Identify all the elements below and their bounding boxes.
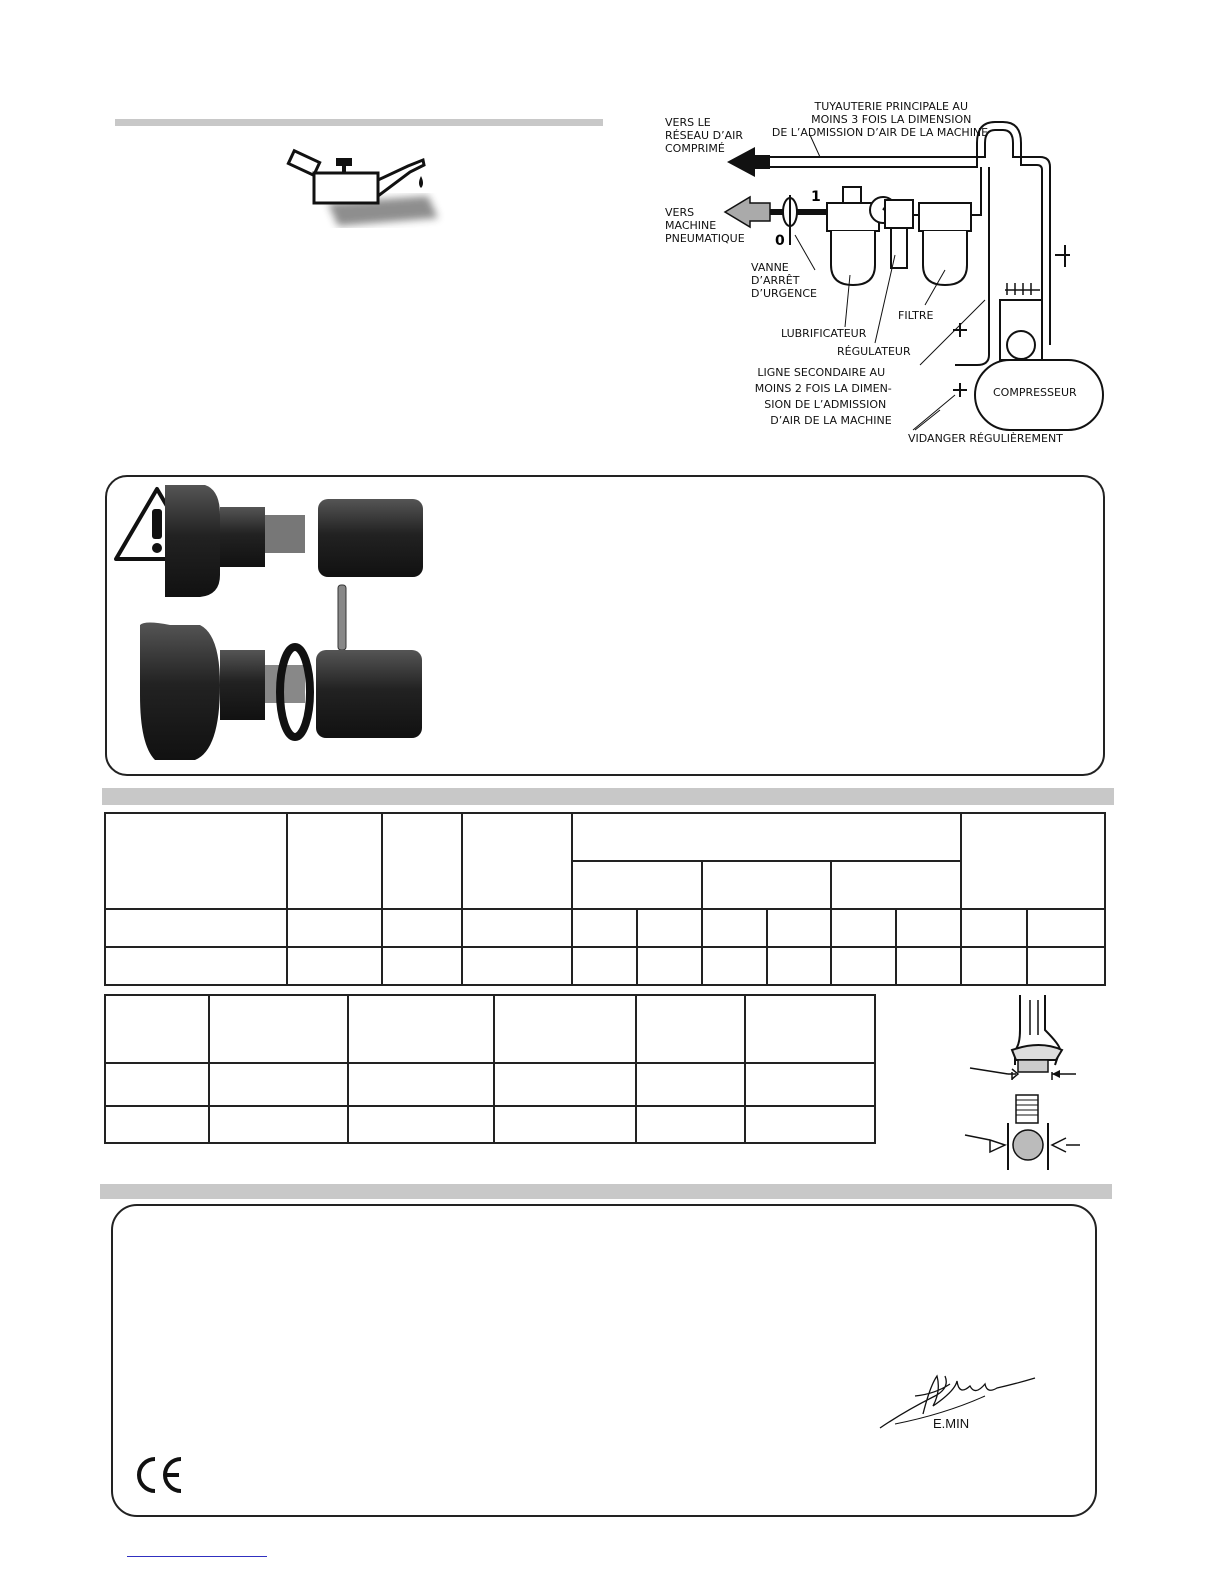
oil-can-icon [278, 148, 448, 228]
table-cell [767, 909, 832, 947]
table-cell [494, 1106, 636, 1143]
table-cell [348, 995, 494, 1063]
table-cell [382, 813, 462, 909]
table-cell [745, 1063, 875, 1106]
table-cell [105, 1106, 209, 1143]
table-cell [287, 813, 383, 909]
label-main-line-3: DE L’ADMISSION D’AIR DE LA MACHINE [771, 126, 989, 139]
table-cell [382, 947, 462, 985]
specs-section-bar [102, 788, 1114, 805]
table-cell [105, 947, 287, 985]
hose-dimensions-table [104, 994, 876, 1144]
table-cell [209, 995, 349, 1063]
table-cell [209, 1106, 349, 1143]
label-to-network: VERS LE RÉSEAU D’AIR COMPRIMÉ [665, 116, 743, 155]
table-cell [702, 947, 767, 985]
label-secondary-line: LIGNE SECONDAIRE AU MOINS 2 FOIS LA DIMEN- SION DE L’ADMISSION D’AIR DE LA MACHINE [754, 366, 892, 427]
table-row [105, 909, 1105, 947]
table-row [105, 813, 1105, 861]
table-cell [637, 909, 702, 947]
table-cell [105, 813, 287, 909]
table-cell [572, 947, 637, 985]
table-cell [462, 813, 572, 909]
table-cell [287, 947, 383, 985]
table-cell [1027, 909, 1105, 947]
table-cell [572, 909, 637, 947]
table-cell [831, 861, 961, 909]
table-cell [105, 909, 287, 947]
table-cell [831, 909, 896, 947]
label-lubricator: LUBRIFICATEUR [781, 327, 867, 340]
table-cell [462, 947, 572, 985]
table-row [105, 1063, 875, 1106]
table-cell [572, 813, 961, 861]
valve-position-off: 0 [775, 233, 785, 249]
table-cell [105, 1063, 209, 1106]
label-regulator: RÉGULATEUR [837, 345, 911, 358]
table-cell [494, 1063, 636, 1106]
table-cell [572, 861, 702, 909]
hose-fitting-drawing [960, 990, 1090, 1175]
label-filter: FILTRE [898, 309, 934, 322]
declaration-section-bar [100, 1184, 1112, 1199]
table-cell [702, 909, 767, 947]
ce-mark-icon [133, 1455, 193, 1500]
table-cell [348, 1063, 494, 1106]
label-main-line-2: MOINS 3 FOIS LA DIMENSION [811, 113, 972, 126]
table-cell [636, 1106, 746, 1143]
label-to-machine: VERS MACHINE PNEUMATIQUE [665, 206, 745, 245]
specifications-table [104, 812, 1106, 986]
signatory-name: E.MIN [933, 1416, 970, 1431]
table-cell [961, 947, 1027, 985]
lubrication-section-rule [115, 119, 603, 126]
table-cell [105, 995, 209, 1063]
table-cell [745, 1106, 875, 1143]
valve-position-on: 1 [811, 189, 821, 205]
table-cell [636, 995, 746, 1063]
compressed-air-diagram [655, 95, 1115, 455]
table-row [105, 947, 1105, 985]
declaration-panel [111, 1204, 1097, 1517]
table-cell [462, 909, 572, 947]
table-cell [209, 1063, 349, 1106]
table-cell [896, 909, 961, 947]
table-cell [767, 947, 832, 985]
table-cell [494, 995, 636, 1063]
footer-link-underline[interactable] [127, 1556, 267, 1557]
table-cell [896, 947, 961, 985]
table-cell [382, 909, 462, 947]
label-compressor: COMPRESSEUR [993, 386, 1077, 399]
table-cell [961, 909, 1027, 947]
label-main-line-1: TUYAUTERIE PRINCIPALE AU [814, 100, 968, 113]
table-cell [348, 1106, 494, 1143]
table-cell [961, 813, 1105, 909]
table-cell [287, 909, 383, 947]
table-row [105, 995, 875, 1063]
table-cell [702, 861, 832, 909]
table-cell [636, 1063, 746, 1106]
table-cell [1027, 947, 1105, 985]
label-main-line [772, 100, 988, 139]
table-cell [745, 995, 875, 1063]
table-cell [637, 947, 702, 985]
label-emergency-valve: VANNE D’ARRÊT D’URGENCE [751, 261, 817, 300]
table-row [105, 1106, 875, 1143]
label-drain: VIDANGER RÉGULIÈREMENT [908, 432, 1063, 445]
table-cell [831, 947, 896, 985]
socket-assembly-illustration [140, 485, 430, 765]
